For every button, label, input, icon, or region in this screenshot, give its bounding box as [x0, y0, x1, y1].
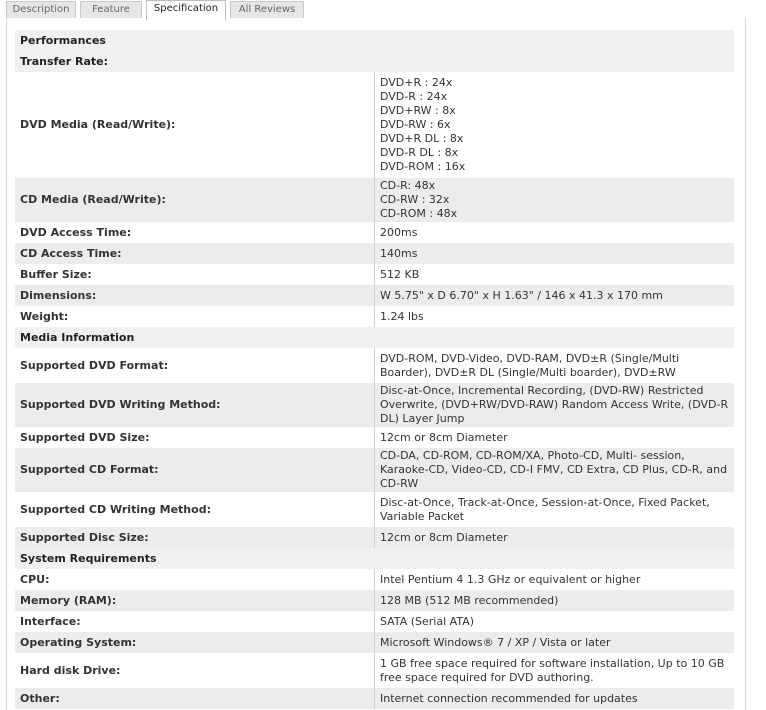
- spec-label: Buffer Size:: [15, 264, 375, 285]
- section-header: [15, 51, 734, 72]
- spec-row: [15, 264, 734, 285]
- spec-label: Supported Disc Size:: [15, 527, 375, 548]
- spec-label: Hard disk Drive:: [15, 653, 375, 688]
- spec-value-line: CD-RW : 32x: [380, 193, 450, 206]
- tab-description[interactable]: Description: [6, 1, 76, 18]
- section-title: Performances: [15, 30, 734, 51]
- spec-value-line: SATA (Serial ATA): [380, 614, 475, 628]
- spec-value-line: DVD+RW : 8x: [380, 104, 456, 117]
- spec-value-line: 512 KB: [380, 267, 420, 281]
- spec-value: [375, 383, 735, 427]
- section-title: Transfer Rate:: [15, 51, 734, 72]
- spec-row: [15, 527, 734, 548]
- spec-row: [15, 348, 734, 383]
- spec-value: [375, 653, 735, 688]
- spec-value-line: Intel Pentium 4 1.3 GHz or equivalent or higher: [380, 572, 641, 586]
- spec-value-line: Disc-at-Once, Incremental Recording, (DVD-RW) Restricted Overwrite, (DVD+RW/DVD-RAW) Random Access Write, (DVD-R DL) Layer Jump: [380, 384, 729, 425]
- spec-label: Supported CD Format:: [15, 448, 375, 492]
- spec-value-line: DVD+R : 24x: [380, 76, 453, 89]
- spec-row: [15, 285, 734, 306]
- spec-row: [15, 448, 734, 492]
- spec-value: [375, 569, 735, 590]
- spec-row: [15, 590, 734, 611]
- section-header: [15, 327, 734, 348]
- spec-value: [375, 285, 735, 306]
- section-title: Media Information: [15, 327, 734, 348]
- spec-row: [15, 243, 734, 264]
- section-header: [15, 30, 734, 51]
- spec-label: Operating System:: [15, 632, 375, 653]
- section-header: [15, 548, 734, 569]
- spec-value: [375, 632, 735, 653]
- tab-specification[interactable]: Specification: [146, 0, 226, 20]
- spec-value: [375, 72, 735, 178]
- spec-value-line: DVD-R : 24x: [380, 90, 448, 103]
- tab-feature[interactable]: Feature: [80, 1, 142, 18]
- tab-bar: [6, 0, 766, 19]
- spec-value-line: 128 MB (512 MB recommended): [380, 593, 559, 607]
- spec-value: [375, 590, 735, 611]
- spec-value-line: 12cm or 8cm Diameter: [380, 430, 508, 444]
- spec-label: CD Media (Read/Write):: [15, 178, 375, 222]
- spec-label: Dimensions:: [15, 285, 375, 306]
- spec-label: Supported CD Writing Method:: [15, 492, 375, 527]
- spec-value-line: 200ms: [380, 225, 418, 239]
- spec-row: [15, 178, 734, 222]
- spec-value: [375, 222, 735, 243]
- spec-value-line: W 5.75" x D 6.70" x H 1.63" / 146 x 41.3 x 170 mm: [380, 288, 663, 302]
- spec-value: [375, 492, 735, 527]
- spec-label: Supported DVD Writing Method:: [15, 383, 375, 427]
- spec-value: [375, 243, 735, 264]
- spec-row: [15, 492, 734, 527]
- spec-value-line: DVD-ROM, DVD-Video, DVD-RAM, DVD±R (Single/Multi Boarder), DVD±R DL (Single/Multi boarder), DVD±RW: [380, 351, 680, 379]
- spec-label: Memory (RAM):: [15, 590, 375, 611]
- spec-value-line: Microsoft Windows® 7 / XP / Vista or later: [380, 635, 611, 649]
- spec-value-line: CD-ROM : 48x: [380, 207, 458, 220]
- spec-value: [375, 527, 735, 548]
- spec-value-line: DVD-R DL : 8x: [380, 146, 459, 159]
- spec-value: [375, 178, 735, 222]
- spec-value: [375, 306, 735, 327]
- spec-value-line: CD-DA, CD-ROM, CD-ROM/XA, Photo-CD, Multi- session, Karaoke-CD, Video-CD, CD-I FMV, CD Extra, CD Plus, CD-R, and CD-RW: [380, 449, 728, 490]
- spec-value: [375, 427, 735, 448]
- spec-table: [15, 30, 734, 709]
- spec-value-line: 1 GB free space required for software installation, Up to 10 GB free space required for DVD authoring.: [380, 656, 725, 684]
- spec-value: [375, 348, 735, 383]
- spec-value-line: DVD+R DL : 8x: [380, 132, 464, 145]
- spec-row: [15, 383, 734, 427]
- spec-label: DVD Access Time:: [15, 222, 375, 243]
- spec-value-line: 1.24 lbs: [380, 309, 424, 323]
- spec-row: [15, 222, 734, 243]
- spec-row: [15, 688, 734, 709]
- spec-label: Other:: [15, 688, 375, 709]
- spec-row: [15, 653, 734, 688]
- spec-label: Interface:: [15, 611, 375, 632]
- spec-value-line: 12cm or 8cm Diameter: [380, 530, 508, 544]
- spec-label: CPU:: [15, 569, 375, 590]
- spec-row: [15, 72, 734, 178]
- spec-label: DVD Media (Read/Write):: [15, 72, 375, 178]
- spec-value-line: 140ms: [380, 246, 418, 260]
- spec-value-line: DVD-ROM : 16x: [380, 160, 466, 173]
- spec-label: Weight:: [15, 306, 375, 327]
- spec-row: [15, 569, 734, 590]
- spec-label: Supported DVD Format:: [15, 348, 375, 383]
- spec-row: [15, 427, 734, 448]
- spec-label: CD Access Time:: [15, 243, 375, 264]
- tab-all-reviews[interactable]: All Reviews: [230, 1, 304, 18]
- spec-value: [375, 448, 735, 492]
- spec-value: [375, 611, 735, 632]
- spec-value-line: CD-R: 48x: [380, 179, 436, 192]
- spec-value-line: Internet connection recommended for updates: [380, 691, 638, 705]
- spec-value: [375, 264, 735, 285]
- spec-value-line: DVD-RW : 6x: [380, 118, 451, 131]
- spec-row: [15, 611, 734, 632]
- spec-row: [15, 306, 734, 327]
- spec-value: [375, 688, 735, 709]
- spec-row: [15, 632, 734, 653]
- section-title: System Requirements: [15, 548, 734, 569]
- spec-value-line: Disc-at-Once, Track-at-Once, Session-at-Once, Fixed Packet, Variable Packet: [380, 495, 710, 523]
- spec-label: Supported DVD Size:: [15, 427, 375, 448]
